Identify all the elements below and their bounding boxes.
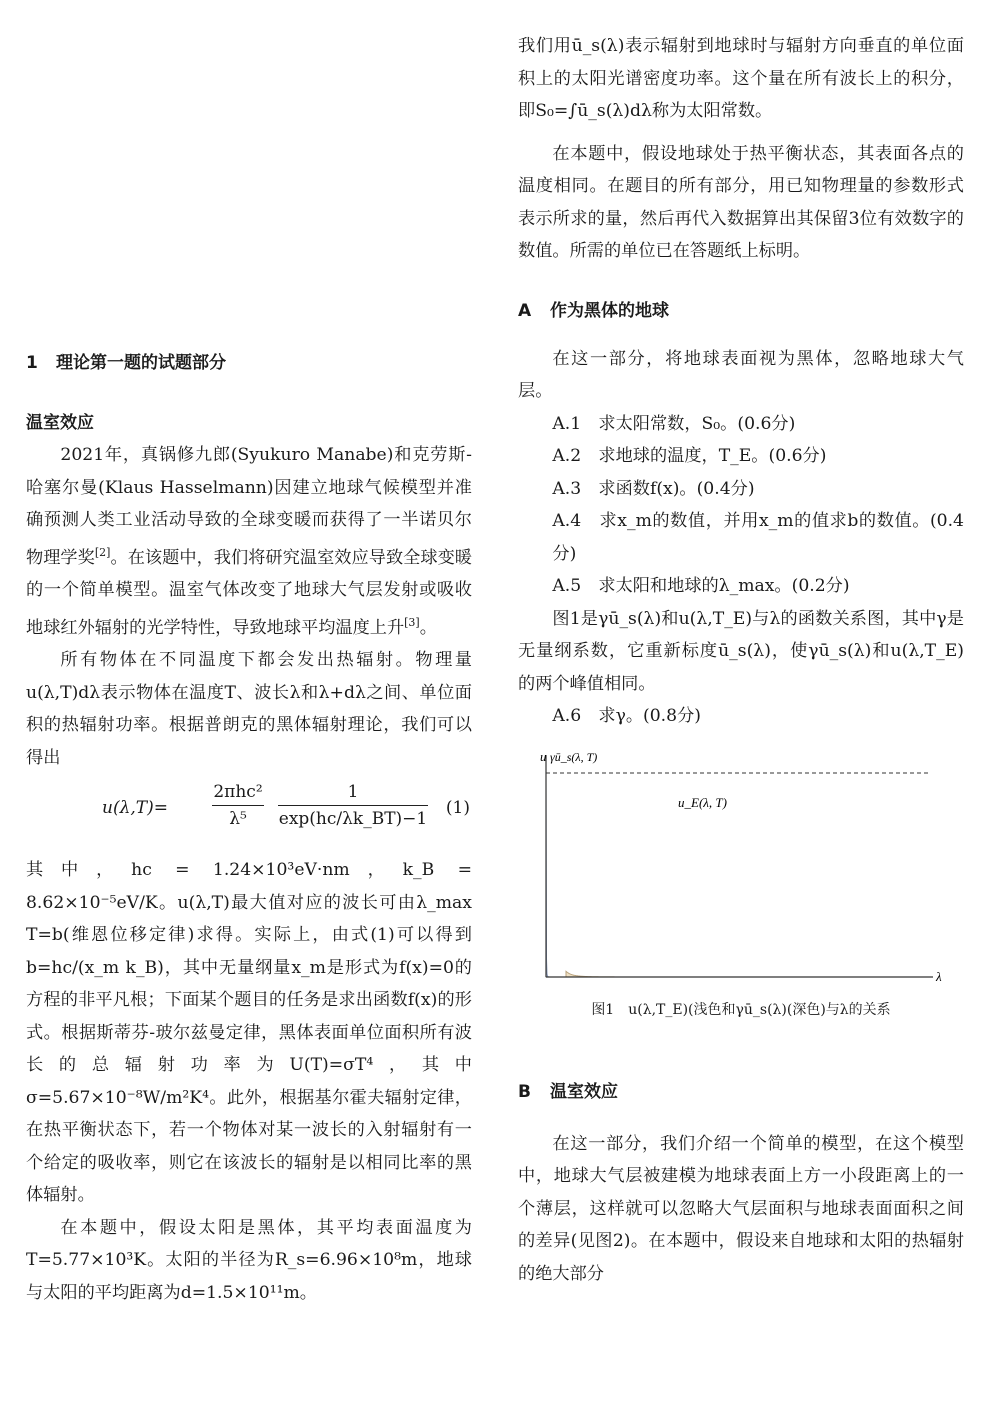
topic-title: 温室效应 <box>26 413 94 433</box>
section-title: 理论第一题的试题部分 <box>56 353 226 373</box>
right-paragraph-1: 我们用ū_s(λ)表示辐射到地球时与辐射方向垂直的单位面积上的太阳光谱密度功率。这个量在所有波长上的积分，即S₀=∫ū_s(λ)dλ称为太阳常数。 <box>518 36 964 121</box>
section-b-intro: 在这一部分，我们介绍一个简单的模型，在这个模型中，地球大气层被建模为地球表面上方一小段距离上的一个薄层，这样就可以忽略大气层面积与地球表面面积之间的差异(见图2)。在本题中，假设来自地球和太阳的热辐射的绝大部分 <box>518 1133 964 1284</box>
section-heading <box>26 348 226 373</box>
equation-1 <box>26 776 472 850</box>
question-list <box>518 408 964 603</box>
earth-series-label: u_E(λ, T) <box>678 794 727 810</box>
question-a3: A.3 求函数f(x)。(0.4分) <box>552 478 755 499</box>
question-a6: A.6 求γ。(0.8分) <box>552 706 701 726</box>
question-a4: A.4 求x_m的数值，并用x_m的值求b的数值。(0.4分) <box>552 511 964 564</box>
eq1-fraction-a: 2πhc² λ⁵ <box>213 782 263 829</box>
section-b-heading: B 温室效应 <box>518 1081 618 1102</box>
earth-spectrum-area <box>566 971 928 977</box>
left-paragraph-3: 其中，hc = 1.24×10³eV·nm，k_B = 8.62×10⁻⁵eV/K。u(λ,T)最大值对应的波长可由λ_max T=b(维恩位移定律)求得。实际上，由式(1)可以得到b=hc/(x_m k_B)，其中无量纲量x_m是形式为f(x)=0的方程的非平凡根；下面某个题目的任务是求出函数f(x)的形式。根据斯蒂芬-玻尔兹曼定律，黑体表面单位面积所有波长的总辐射功率为U(T)=σT⁴，其中σ=5.67×10⁻⁸W/m²K⁴。此外，根据基尔霍夫辐射定律，在热平衡状态下，若一个物体对某一波长的入射辐射有一个给定的吸收率，则它在该波长的辐射是以相同比率的黑体辐射。 <box>26 860 472 1205</box>
right-paragraph-2: 在本题中，假设地球处于热平衡状态，其表面各点的温度相同。在题目的所有部分，用已知物理量的参数形式表示所求的量，然后再代入数据算出其保留3位有效数字的数值。所需的单位已在答题纸上标明。 <box>518 143 964 261</box>
figure-description: 图1是γū_s(λ)和u(λ,T_E)与λ的函数关系图，其中γ是无量纲系数，它重新标度ū_s(λ)，使γū_s(λ)和u(λ,T_E)的两个峰值相同。 <box>518 608 964 694</box>
eq1-fraction-b: 1 exp(hc/λk_BT)−1 <box>278 782 428 829</box>
eq1-label: (1) <box>445 798 470 818</box>
section-a-heading: A 作为黑体的地球 <box>518 300 669 321</box>
y-axis-label: u <box>540 748 547 764</box>
section-a-intro: 在这一部分，将地球表面视为黑体，忽略地球大气层。 <box>518 348 964 401</box>
left-paragraph-4: 在本题中，假设太阳是黑体，其平均表面温度为T=5.77×10³K。太阳的半径为R_s=6.96×10⁸m，地球与太阳的平均距离为d=1.5×10¹¹m。 <box>26 1217 472 1303</box>
sun-spectrum-area <box>546 773 606 977</box>
question-a2: A.2 求地球的温度，T_E。(0.6分) <box>552 446 827 466</box>
spectrum-chart <box>518 745 964 995</box>
x-axis-label: λ <box>936 968 942 984</box>
section-number: 1 <box>26 353 38 373</box>
left-paragraph-2: 所有物体在不同温度下都会发出热辐射。物理量u(λ,T)dλ表示物体在温度T、波长λ和λ+dλ之间、单位面积的热辐射功率。根据普朗克的黑体辐射理论，我们可以得出 <box>26 650 472 768</box>
figure-1-caption: 图1 u(λ,T_E)(浅色和γū_s(λ)(深色)与λ的关系 <box>591 1001 891 1018</box>
question-a1: A.1 求太阳常数，S₀。(0.6分) <box>552 413 796 434</box>
eq1-lhs: u(λ,T)= <box>102 798 168 818</box>
figure-1 <box>518 745 964 995</box>
sun-series-label: γū_s(λ, T) <box>550 749 598 764</box>
left-paragraph-1: 2021年，真锅修九郎(Syukuro Manabe)和克劳斯-哈塞尔曼(Klaus Hasselmann)因建立地球气候模型并准确预测人类工业活动导致的全球变暖而获得了一半诺贝尔物理学奖[2]。在该题中，我们将研究温室效应导致全球变暖的一个简单模型。温室气体改变了地球大气层发射或吸收地球红外辐射的光学特性，导致地球平均温度上升[3]。 <box>26 445 472 638</box>
question-a5: A.5 求太阳和地球的λ_max。(0.2分) <box>552 576 850 596</box>
